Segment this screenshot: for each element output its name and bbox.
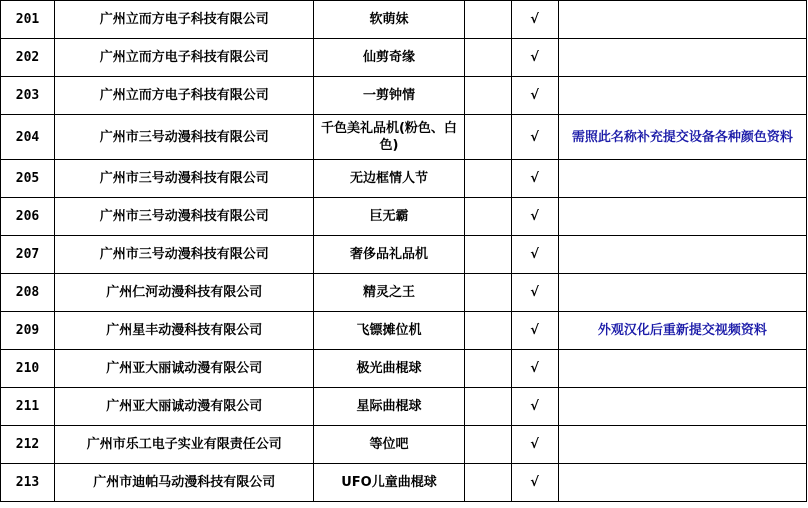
check-mark: √: [511, 115, 558, 160]
check-mark: √: [511, 160, 558, 198]
company-name: 广州市三号动漫科技有限公司: [55, 115, 314, 160]
blank-cell: [464, 160, 511, 198]
remark-cell: [558, 160, 806, 198]
company-name: 广州立而方电子科技有限公司: [55, 1, 314, 39]
remark-cell: [558, 198, 806, 236]
table-row: [1, 115, 807, 160]
table-row: [1, 426, 807, 464]
blank-cell: [464, 39, 511, 77]
row-number: 205: [1, 160, 55, 198]
check-mark: √: [511, 39, 558, 77]
company-name: 广州亚大丽诚动漫有限公司: [55, 350, 314, 388]
table-row: [1, 388, 807, 426]
row-number: 204: [1, 115, 55, 160]
product-name: UFO儿童曲棍球: [314, 464, 464, 502]
table-row: [1, 312, 807, 350]
company-name: 广州市三号动漫科技有限公司: [55, 236, 314, 274]
row-number: 213: [1, 464, 55, 502]
check-mark: √: [511, 236, 558, 274]
company-name: 广州亚大丽诚动漫有限公司: [55, 388, 314, 426]
company-name: 广州仁河动漫科技有限公司: [55, 274, 314, 312]
remark-cell: [558, 39, 806, 77]
check-mark: √: [511, 464, 558, 502]
row-number: 202: [1, 39, 55, 77]
blank-cell: [464, 236, 511, 274]
blank-cell: [464, 312, 511, 350]
row-number: 208: [1, 274, 55, 312]
blank-cell: [464, 464, 511, 502]
row-number: 206: [1, 198, 55, 236]
blank-cell: [464, 1, 511, 39]
product-name: 极光曲棍球: [314, 350, 464, 388]
remark-cell: [558, 464, 806, 502]
table-row: [1, 198, 807, 236]
check-mark: √: [511, 1, 558, 39]
blank-cell: [464, 115, 511, 160]
product-name: 星际曲棍球: [314, 388, 464, 426]
product-name: 奢侈品礼品机: [314, 236, 464, 274]
table-row: [1, 274, 807, 312]
remark-cell: [558, 388, 806, 426]
row-number: 207: [1, 236, 55, 274]
table-row: [1, 350, 807, 388]
product-name: 精灵之王: [314, 274, 464, 312]
company-name: 广州市迪帕马动漫科技有限公司: [55, 464, 314, 502]
product-name: 仙剪奇缘: [314, 39, 464, 77]
company-name: 广州立而方电子科技有限公司: [55, 77, 314, 115]
blank-cell: [464, 198, 511, 236]
remark-cell: 外观汉化后重新提交视频资料: [558, 312, 806, 350]
table-row: [1, 464, 807, 502]
table-row: [1, 236, 807, 274]
check-mark: √: [511, 426, 558, 464]
check-mark: √: [511, 77, 558, 115]
check-mark: √: [511, 198, 558, 236]
blank-cell: [464, 426, 511, 464]
product-name: 巨无霸: [314, 198, 464, 236]
row-number: 209: [1, 312, 55, 350]
remark-cell: [558, 274, 806, 312]
company-name: 广州市三号动漫科技有限公司: [55, 160, 314, 198]
table-row: [1, 77, 807, 115]
company-name: 广州立而方电子科技有限公司: [55, 39, 314, 77]
blank-cell: [464, 350, 511, 388]
company-name: 广州市三号动漫科技有限公司: [55, 198, 314, 236]
blank-cell: [464, 388, 511, 426]
product-name: 飞镖摊位机: [314, 312, 464, 350]
row-number: 212: [1, 426, 55, 464]
row-number: 203: [1, 77, 55, 115]
row-number: 211: [1, 388, 55, 426]
remark-cell: 需照此名称补充提交设备各种颜色资料: [558, 115, 806, 160]
table-body: [1, 1, 807, 502]
row-number: 210: [1, 350, 55, 388]
blank-cell: [464, 77, 511, 115]
remark-cell: [558, 77, 806, 115]
product-name: 一剪钟情: [314, 77, 464, 115]
remark-cell: [558, 236, 806, 274]
check-mark: √: [511, 388, 558, 426]
company-name: 广州星丰动漫科技有限公司: [55, 312, 314, 350]
company-name: 广州市乐工电子实业有限责任公司: [55, 426, 314, 464]
product-name: 无边框情人节: [314, 160, 464, 198]
check-mark: √: [511, 350, 558, 388]
blank-cell: [464, 274, 511, 312]
check-mark: √: [511, 312, 558, 350]
check-mark: √: [511, 274, 558, 312]
table-row: [1, 1, 807, 39]
row-number: 201: [1, 1, 55, 39]
remark-cell: [558, 350, 806, 388]
product-name: 千色美礼品机(粉色、白色): [314, 115, 464, 160]
remark-cell: [558, 426, 806, 464]
table-row: [1, 39, 807, 77]
remark-cell: [558, 1, 806, 39]
product-name: 等位吧: [314, 426, 464, 464]
table-row: [1, 160, 807, 198]
product-name: 软萌妹: [314, 1, 464, 39]
